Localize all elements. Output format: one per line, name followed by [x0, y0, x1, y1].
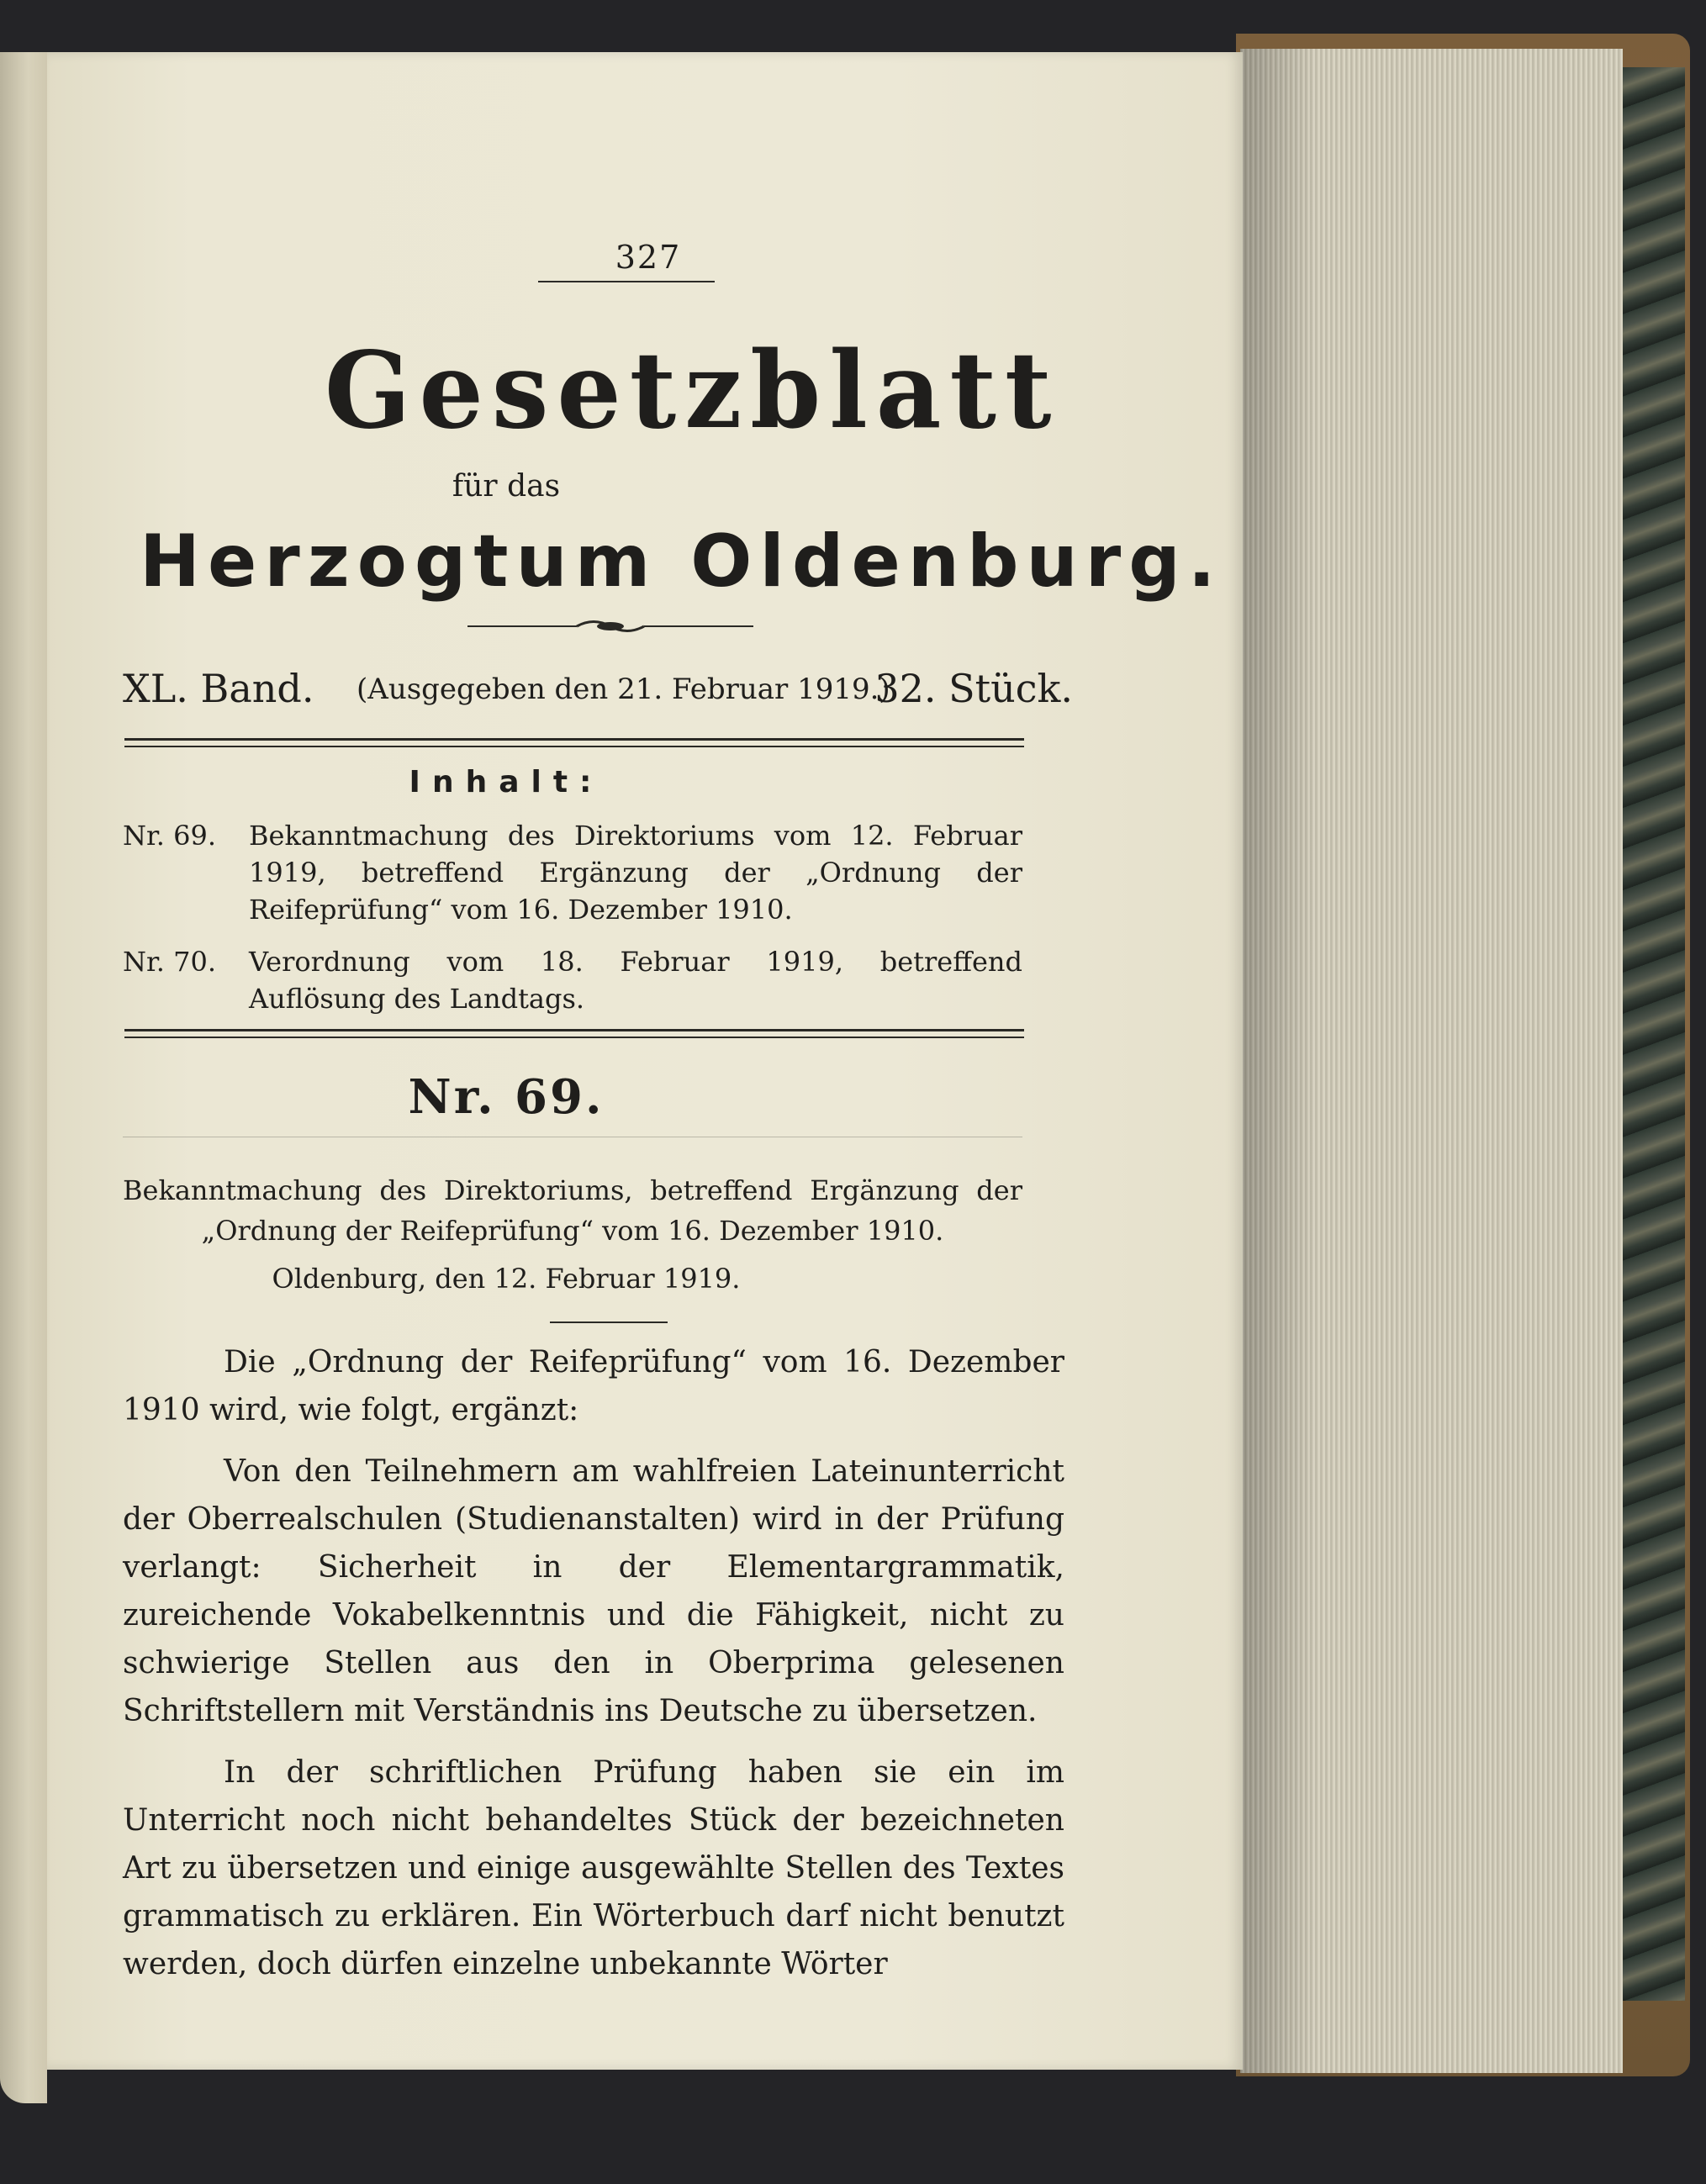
- toc-entry: [123, 817, 1073, 935]
- toc-entry-number: Nr. 70.: [123, 946, 217, 978]
- decree-title: Bekanntmachung des Direktoriums, betreffend Ergänzung der „Ordnung der Reifeprüfung“ vom 16. Dezember 1910.: [123, 1174, 1022, 1247]
- marbled-cover: [1623, 67, 1685, 2001]
- issue-line: [123, 666, 1073, 716]
- contents-double-rule: [124, 1029, 1024, 1038]
- piece-number: 32. Stück.: [874, 666, 1073, 711]
- gazette-subtitle: für das: [452, 469, 561, 504]
- toc-entry-text: Verordnung vom 18. Februar 1919, betreffend Auflösung des Landtags.: [249, 946, 1022, 1015]
- region-title: Herzogtum Oldenburg.: [140, 520, 1223, 604]
- volume-label: XL. Band.: [123, 666, 314, 711]
- decree-body: [123, 1338, 1064, 1988]
- page-number: 327: [615, 239, 682, 276]
- dateline-rule: [550, 1321, 668, 1323]
- body-paragraph: Von den Teilnehmern am wahlfreien Lateinunterricht der Oberrealschulen (Studienanstalten) wird in der Prüfung verlangt: Sicherheit in der Elementargrammatik, zureichende Vokabelkenntnis und die Fähigkeit, nicht zu schwierige Stellen aus den in Oberprima gelesenen Schriftstellern mit Verständnis ins Deutsche zu übersetzen.: [123, 1454, 1064, 1728]
- dateline: Oldenburg, den 12. Februar 1919.: [272, 1263, 741, 1295]
- toc-entry-text: Bekanntmachung des Direktoriums vom 12. Februar 1919, betreffend Ergänzung der „Ordnung der Reifeprüfung“ vom 16. Dezember 1910.: [249, 820, 1022, 926]
- page-number-rule: [538, 281, 715, 282]
- header-double-rule: [124, 738, 1024, 747]
- body-paragraph: In der schriftlichen Prüfung haben sie ein im Unterricht noch nicht behandeltes Stück der bezeichneten Art zu übersetzen und einige ausgewählte Stellen des Textes grammatisch zu erklären. Ein Wörterbuch darf nicht benutzt werden, doch dürfen einzelne unbekannte Wörter: [123, 1755, 1064, 1981]
- gazette-title: Gesetzblatt: [325, 328, 1060, 453]
- body-paragraph: Die „Ordnung der Reifeprüfung“ vom 16. Dezember 1910 wird, wie folgt, ergänzt:: [123, 1345, 1064, 1427]
- contents-heading: Inhalt:: [409, 765, 604, 799]
- page-block-shadow: [1240, 49, 1316, 2073]
- toc-entry: [123, 943, 1073, 1027]
- publication-date: (Ausgegeben den 21. Februar 1919.): [357, 673, 890, 706]
- section-heading: Nr. 69.: [408, 1069, 605, 1125]
- document-page: [47, 52, 1243, 2070]
- toc-entry-number: Nr. 69.: [123, 820, 217, 852]
- left-page-edge: [0, 52, 47, 2103]
- ornament-divider: [467, 615, 753, 637]
